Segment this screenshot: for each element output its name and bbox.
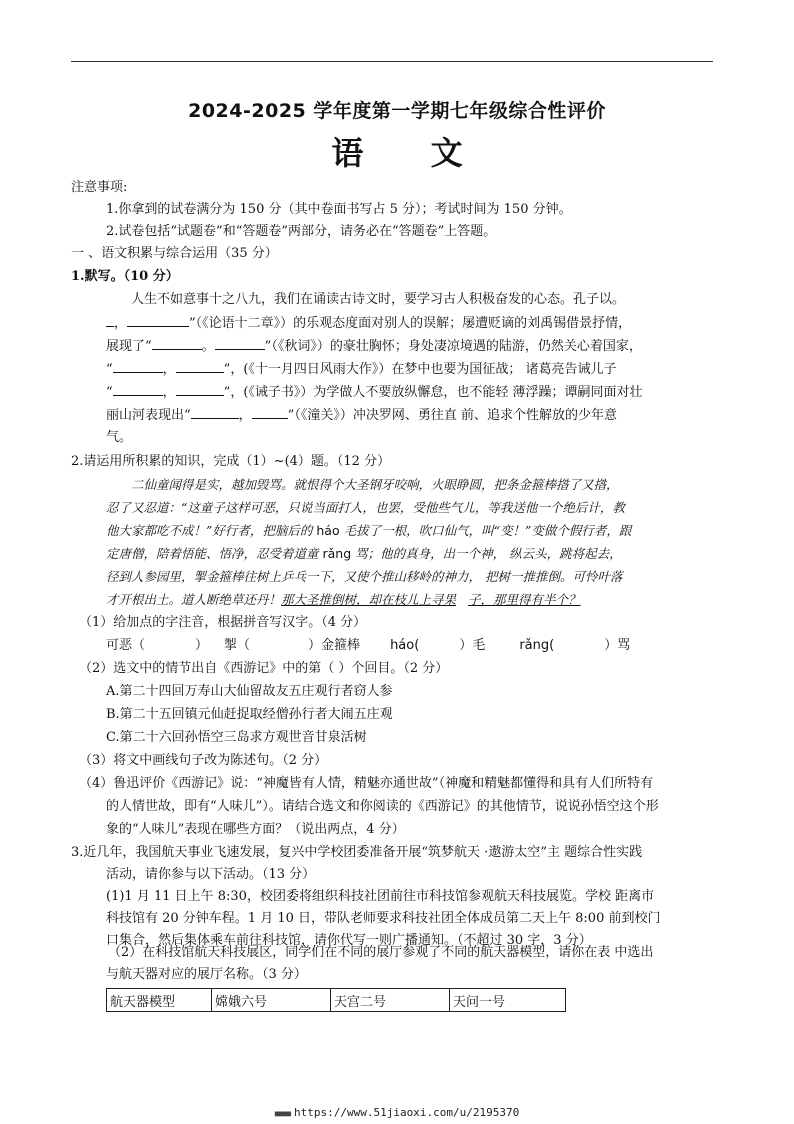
- passage-line-3: 他大家都吃不成！”好行者，把脑后的 háo 毛拔了一根，吹口仙气，叫“变！”变做个假行者，跟: [106, 523, 632, 538]
- answer-blank[interactable]: [176, 359, 224, 373]
- exam-title: 2024-2025 学年度第一学期七年级综合性评价: [188, 100, 606, 122]
- q3-line-2: 活动，请你参与以下活动。（13 分）: [106, 867, 316, 882]
- answer-blank[interactable]: [127, 313, 189, 327]
- answer-blank[interactable]: [113, 359, 163, 373]
- q1-line-7: 气。: [106, 430, 133, 445]
- q2-sub-3: （3）将文中画线句子改为陈述句。（2 分）: [79, 753, 328, 768]
- table-cell: 天宫二号: [331, 989, 450, 1012]
- q3-sub-1-line-2: 科技馆有 20 分钟车程。1 月 10 日，带队老师要求科技社团全体成员第二天上午 8:00 前到校门: [106, 911, 661, 926]
- table-cell: 嫦娥六号: [212, 989, 331, 1012]
- footer-url[interactable]: https://www.51jiaoxi.com/u/2195370: [294, 1106, 520, 1119]
- q2-sub-4-line-1: （4）鲁迅评价《西游记》说：“神魔皆有人情，精魅亦通世故”（神魔和精魅都懂得和具有人们所特有: [79, 776, 654, 791]
- q1-line-5: “ ， ”，(《诫子书》）为学做人不要放纵懈怠，也不能轻 薄浮躁；谭嗣同面对壮: [106, 382, 643, 403]
- notice-item-1: 1.你拿到的试卷满分为 150 分（其中卷面书写占 5 分）；考试时间为 150 分钟。: [106, 202, 572, 217]
- page-footer: [0, 1106, 794, 1119]
- q1-line-2: ， ”（《论语十二章》）的乐观态度面对别人的误解；屡遭贬谪的刘禹锡借景抒情，: [106, 313, 631, 334]
- q3-line-1: 3.近几年，我国航天事业飞速发展，复兴中学校团委准备开展“筑梦航天 ·遨游太空”主 题综合性实践: [71, 845, 643, 860]
- notice-heading: 注意事项:: [71, 180, 128, 195]
- passage-line-2: 忍了又忍道：“这童子这样可恶，只说当面打人，也罢，受他些气儿，等我送他一个绝后计，教: [106, 500, 625, 515]
- q2-sub-2: （2）选文中的情节出自《西游记》中的第（ ）个回目。（2 分）: [79, 661, 449, 676]
- q2-sub-1-items: 可恶（ ） 掣（ ）金箍棒 háo( ）毛 rǎng( ）骂: [106, 638, 631, 653]
- q2-sub-4-line-3: 象的“人味儿”表现在哪些方面？（说出两点，4 分）: [106, 822, 405, 837]
- q3-sub-2-line-2: 与航天器对应的展厅名称。（3 分）: [106, 967, 307, 982]
- table-cell: 天问一号: [450, 989, 566, 1012]
- answer-blank[interactable]: [106, 313, 114, 327]
- passage-line-1: 二仙童闻得是实，越加毁骂。就恨得个大圣钢牙咬响，火眼睁圆，把条金箍棒揝了又揝，: [131, 477, 619, 492]
- answer-blank[interactable]: [176, 382, 224, 396]
- section-heading: 一 、语文积累与综合运用（35 分）: [71, 246, 278, 261]
- top-rule: [71, 61, 713, 62]
- q1-line-6: 丽山河表现出“ ， ”（《潼关》）冲决罗网、勇往直 前、追求个性解放的少年意: [106, 405, 617, 426]
- answer-blank[interactable]: [191, 405, 239, 419]
- answer-blank[interactable]: [113, 382, 163, 396]
- option-c: C.第二十六回孙悟空三岛求方观世音甘泉活树: [106, 730, 367, 745]
- site-logo-icon: ■■■■: [274, 1109, 291, 1118]
- q1-line-3: 展现了“ 。 ”（《秋词》）的豪壮胸怀；身处凄凉境遇的陆游，仍然关心着国家，: [106, 336, 642, 357]
- spacecraft-table: [106, 988, 566, 1012]
- q3-sub-1-line-3: 口集合，然后集体乘车前往科技馆，请你代写一则广播通知。（不超过 30 字，3 分）: [106, 933, 592, 948]
- subject-title: 语 文: [331, 134, 491, 172]
- answer-blank[interactable]: [215, 336, 265, 350]
- notice-item-2: 2.试卷包括“试题卷”和“答题卷”两部分，请务必在“答题卷”上答题。: [106, 224, 497, 239]
- answer-blank[interactable]: [252, 405, 288, 419]
- answer-blank[interactable]: [152, 336, 202, 350]
- option-b: B.第二十五回镇元仙赶捉取经僧孙行者大闹五庄观: [106, 707, 393, 722]
- q3-sub-2-line-1: （2）在科技馆航天科技展区，同学们在不同的展厅参观了不同的航天器模型，请你在表 中选出: [108, 945, 654, 960]
- q1-stem: 1.默写。（10 分）: [71, 269, 179, 284]
- q1-line-4: “ ， ”，(《十一月四日风雨大作》）在梦中也要为国征战； 诸葛亮告诫儿子: [106, 359, 617, 380]
- option-a: A.第二十四回万寿山大仙留故友五庄观行者窃人参: [106, 684, 393, 699]
- q1-line-1: 人生不如意事十之八九，我们在诵读古诗文时，要学习古人积极奋发的心态。孔子以。: [131, 292, 626, 307]
- passage-line-4: 定唐僧，陪着悟能、悟净，忍受着道童 rǎng 骂；他的真身，出一个神， 纵云头，跳将起去，: [106, 546, 622, 561]
- q2-sub-1: （1）给加点的字注音，根据拼音写汉字。（4 分）: [79, 615, 367, 630]
- q3-sub-1-line-1: (1)1 月 11 日上午 8:30，校团委将组织科技社团前往市科技馆参观航天科技展览。学校 距离市: [106, 889, 655, 904]
- passage-line-5: 径到人参园里，掣金箍棒往树上乒乓一下，又使个推山移岭的神力， 把树一推推倒。可怜叶落: [106, 569, 623, 584]
- q2-sub-4-line-2: 的人情世故，即有“人味儿”）。请结合选文和你阅读的《西游记》的其他情节，说说孙悟空这个形: [106, 799, 659, 814]
- q2-stem: 2.请运用所积累的知识，完成（1）~(4）题。（12 分）: [71, 454, 391, 469]
- passage-line-6: 才开根出土。道人断绝草还丹！那大圣推倒树，却在枝儿上寻果 子，那里得有半个？: [106, 592, 581, 607]
- underlined-sentence: 那大圣推倒树，却在枝儿上寻果: [281, 592, 457, 607]
- table-row: [107, 989, 566, 1012]
- table-cell: 航天器模型: [107, 989, 212, 1012]
